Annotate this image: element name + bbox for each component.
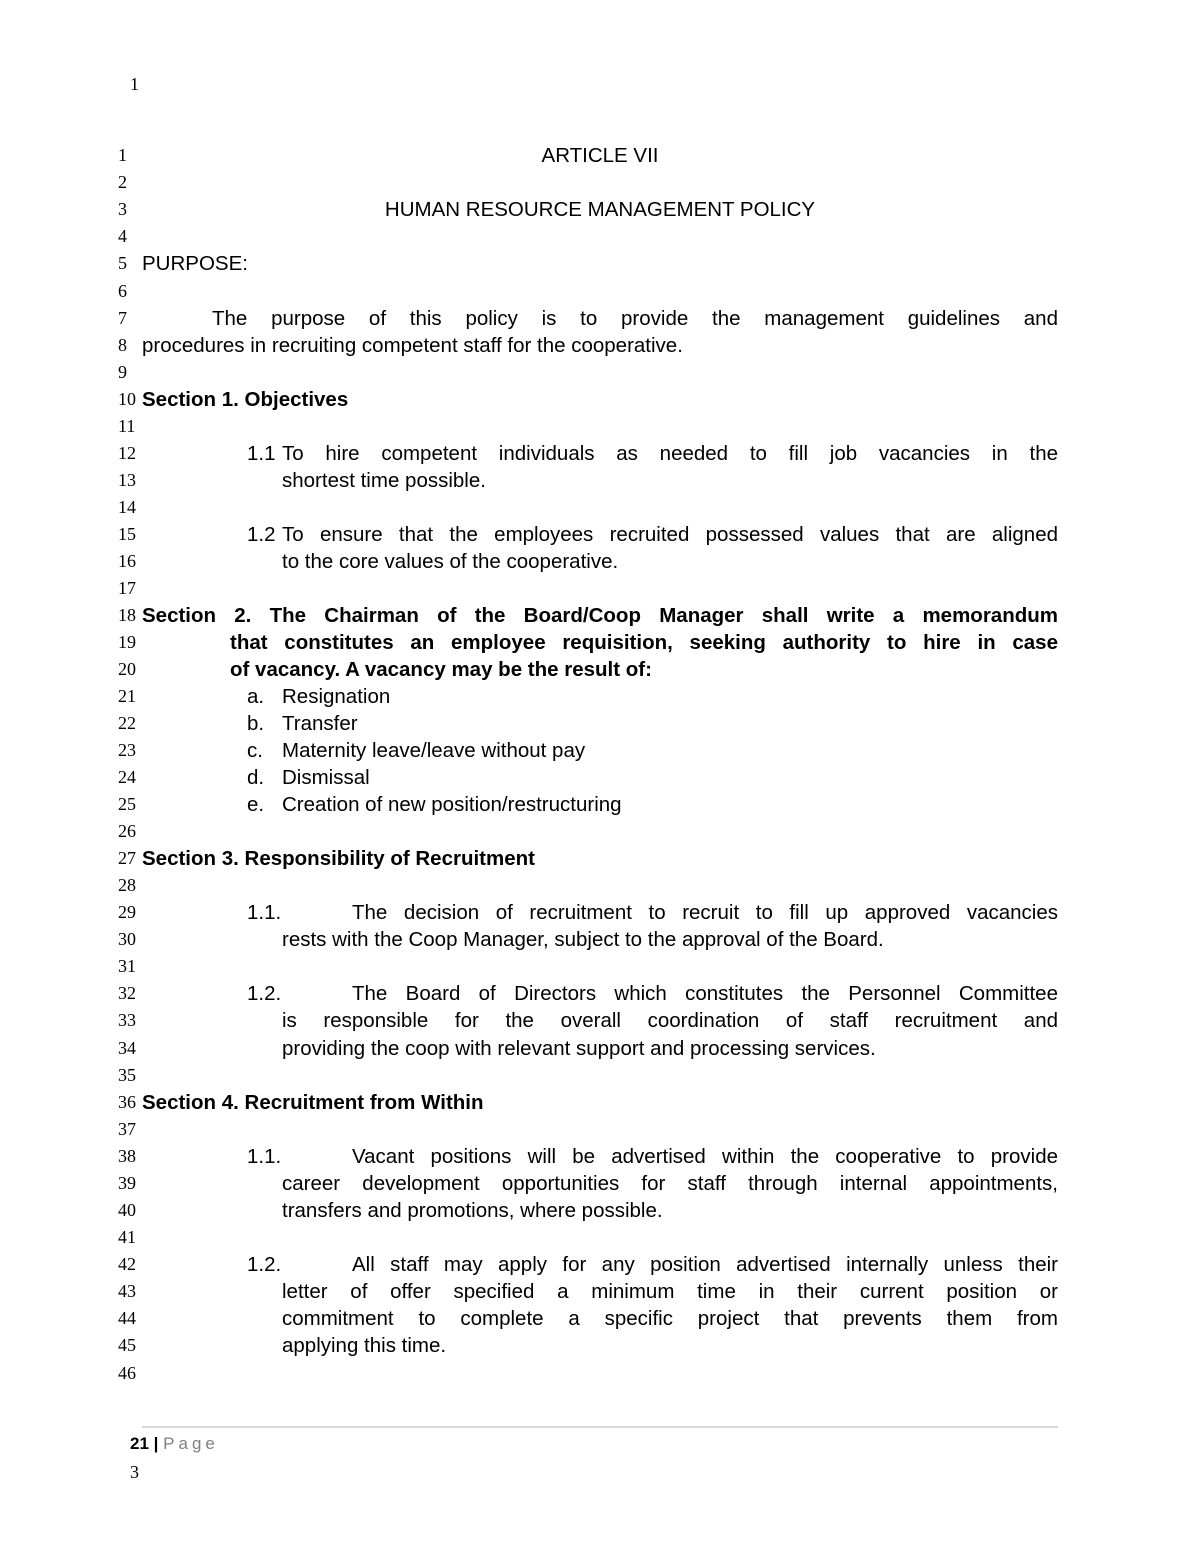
doc-line (0, 575, 1200, 602)
line-number: 16 (118, 551, 136, 571)
item-marker: 1.2. (247, 1253, 282, 1276)
section3-text-line: The decision of recruitment to recruit to fill up approved vacancies (352, 901, 1058, 924)
section2-heading-line: that constitutes an employee requisition, seeking authority to hire in case (230, 631, 1058, 654)
doc-line (0, 710, 1200, 737)
section4-text-line: transfers and promotions, where possible. (282, 1199, 663, 1222)
item-marker: 1.1. (247, 1145, 282, 1168)
list-marker: c. (247, 739, 263, 762)
doc-line (0, 1224, 1200, 1251)
line-number: 35 (118, 1065, 136, 1085)
doc-line (0, 602, 1200, 629)
line-number: 43 (118, 1281, 136, 1301)
footer-line-number: 3 (130, 1462, 139, 1482)
objective-text-line: to the core values of the cooperative. (282, 550, 619, 573)
line-number: 42 (118, 1254, 136, 1274)
section4-heading: Section 4. Recruitment from Within (142, 1091, 484, 1114)
doc-line (0, 1062, 1200, 1089)
list-item: Resignation (282, 685, 391, 708)
line-number: 38 (118, 1146, 136, 1166)
doc-line (0, 413, 1200, 440)
line-number: 4 (118, 226, 127, 246)
section4-text-line: All staff may apply for any position advertised internally unless their (352, 1253, 1058, 1276)
doc-line (0, 1170, 1200, 1197)
doc-line (0, 440, 1200, 467)
doc-line (0, 818, 1200, 845)
line-number: 15 (118, 524, 136, 544)
item-marker: 1.2 (247, 523, 276, 546)
purpose-heading: PURPOSE: (142, 252, 248, 275)
line-number: 41 (118, 1227, 136, 1247)
doc-line (0, 386, 1200, 413)
doc-line (0, 494, 1200, 521)
doc-line (0, 250, 1200, 277)
list-item: Maternity leave/leave without pay (282, 739, 586, 762)
line-number: 3 (118, 199, 127, 219)
doc-line (0, 521, 1200, 548)
line-number: 23 (118, 740, 136, 760)
line-number: 32 (118, 983, 136, 1003)
doc-line (0, 845, 1200, 872)
article-title: ARTICLE VII (541, 144, 659, 167)
section3-text-line: The Board of Directors which constitutes the Personnel Committee (352, 982, 1058, 1005)
section4-text-line: applying this time. (282, 1334, 447, 1357)
doc-line (0, 1305, 1200, 1332)
line-number: 24 (118, 767, 136, 787)
line-number: 37 (118, 1119, 136, 1139)
section2-heading-line: of vacancy. A vacancy may be the result of: (230, 658, 652, 681)
page-label: Page (163, 1434, 219, 1453)
list-item: Dismissal (282, 766, 370, 789)
header-line-number: 1 (130, 74, 139, 94)
policy-title: HUMAN RESOURCE MANAGEMENT POLICY (384, 198, 816, 221)
doc-line (0, 1007, 1200, 1034)
doc-line (0, 142, 1200, 169)
doc-line (0, 1035, 1200, 1062)
doc-line (0, 926, 1200, 953)
doc-line (0, 278, 1200, 305)
list-marker: a. (247, 685, 265, 708)
doc-line (0, 1360, 1200, 1387)
doc-line (0, 332, 1200, 359)
doc-line (0, 791, 1200, 818)
doc-line (0, 169, 1200, 196)
line-number: 29 (118, 902, 136, 922)
item-marker: 1.2. (247, 982, 282, 1005)
section3-text-line: rests with the Coop Manager, subject to the approval of the Board. (282, 928, 884, 951)
line-number: 17 (118, 578, 136, 598)
list-item: Creation of new position/restructuring (282, 793, 622, 816)
section3-text-line: providing the coop with relevant support and processing services. (282, 1037, 876, 1060)
section4-text-line: letter of offer specified a minimum time in their current position or (282, 1280, 1058, 1303)
item-marker: 1.1 (247, 442, 276, 465)
section2-heading-line: Section 2. The Chairman of the Board/Coop Manager shall write a memorandum (142, 604, 1058, 627)
line-number: 30 (118, 929, 136, 949)
line-number: 46 (118, 1363, 136, 1383)
doc-line (0, 683, 1200, 710)
line-number: 33 (118, 1010, 136, 1030)
doc-line (0, 899, 1200, 926)
purpose-text-line: The purpose of this policy is to provide the management guidelines and (212, 307, 1058, 330)
line-number: 2 (118, 172, 127, 192)
line-number: 14 (118, 497, 136, 517)
line-number: 26 (118, 821, 136, 841)
line-number: 6 (118, 281, 127, 301)
section3-text-line: is responsible for the overall coordination of staff recruitment and (282, 1009, 1058, 1032)
line-number: 27 (118, 848, 136, 868)
line-number: 45 (118, 1335, 136, 1355)
doc-line (0, 1143, 1200, 1170)
objective-text-line: To hire competent individuals as needed to fill job vacancies in the (282, 442, 1058, 465)
section4-text-line: Vacant positions will be advertised within the cooperative to provide (352, 1145, 1058, 1168)
doc-line (0, 980, 1200, 1007)
line-number: 22 (118, 713, 136, 733)
doc-line (0, 872, 1200, 899)
page-footer (130, 1432, 219, 1456)
line-number: 11 (118, 416, 136, 436)
doc-line (0, 1251, 1200, 1278)
list-marker: d. (247, 766, 265, 789)
purpose-text-line: procedures in recruiting competent staff for the cooperative. (142, 334, 683, 357)
section4-text-line: commitment to complete a specific project that prevents them from (282, 1307, 1058, 1330)
doc-line (0, 656, 1200, 683)
line-number: 12 (118, 443, 136, 463)
section4-text-line: career development opportunities for staff through internal appointments, (282, 1172, 1058, 1195)
line-number: 19 (118, 632, 136, 652)
page-number: 21 (130, 1434, 149, 1453)
line-number: 21 (118, 686, 136, 706)
line-number: 10 (118, 389, 136, 409)
line-number: 36 (118, 1092, 136, 1112)
doc-line (0, 305, 1200, 332)
line-number: 7 (118, 308, 127, 328)
doc-line (0, 1116, 1200, 1143)
doc-line (0, 1332, 1200, 1359)
list-marker: b. (247, 712, 265, 735)
doc-line (0, 737, 1200, 764)
doc-line (0, 1278, 1200, 1305)
section3-heading: Section 3. Responsibility of Recruitment (142, 847, 535, 870)
line-number: 8 (118, 335, 127, 355)
footer-divider (142, 1426, 1058, 1428)
doc-line (0, 629, 1200, 656)
line-number: 31 (118, 956, 136, 976)
section1-heading: Section 1. Objectives (142, 388, 349, 411)
doc-line (0, 467, 1200, 494)
line-number: 25 (118, 794, 136, 814)
objective-text-line: shortest time possible. (282, 469, 486, 492)
doc-line (0, 196, 1200, 223)
doc-line (0, 548, 1200, 575)
line-number: 18 (118, 605, 136, 625)
footer-separator: | (153, 1434, 159, 1453)
line-number: 39 (118, 1173, 136, 1193)
line-number: 9 (118, 362, 127, 382)
doc-line (0, 1197, 1200, 1224)
doc-line (0, 953, 1200, 980)
doc-line (0, 764, 1200, 791)
line-number: 20 (118, 659, 136, 679)
line-number: 13 (118, 470, 136, 490)
line-number: 28 (118, 875, 136, 895)
doc-line (0, 223, 1200, 250)
objective-text-line: To ensure that the employees recruited possessed values that are aligned (282, 523, 1058, 546)
item-marker: 1.1. (247, 901, 282, 924)
list-marker: e. (247, 793, 265, 816)
line-number: 5 (118, 253, 127, 273)
line-number: 1 (118, 145, 127, 165)
line-number: 44 (118, 1308, 136, 1328)
list-item: Transfer (282, 712, 358, 735)
line-number: 40 (118, 1200, 136, 1220)
doc-line (0, 1089, 1200, 1116)
line-number: 34 (118, 1038, 136, 1058)
doc-line (0, 359, 1200, 386)
